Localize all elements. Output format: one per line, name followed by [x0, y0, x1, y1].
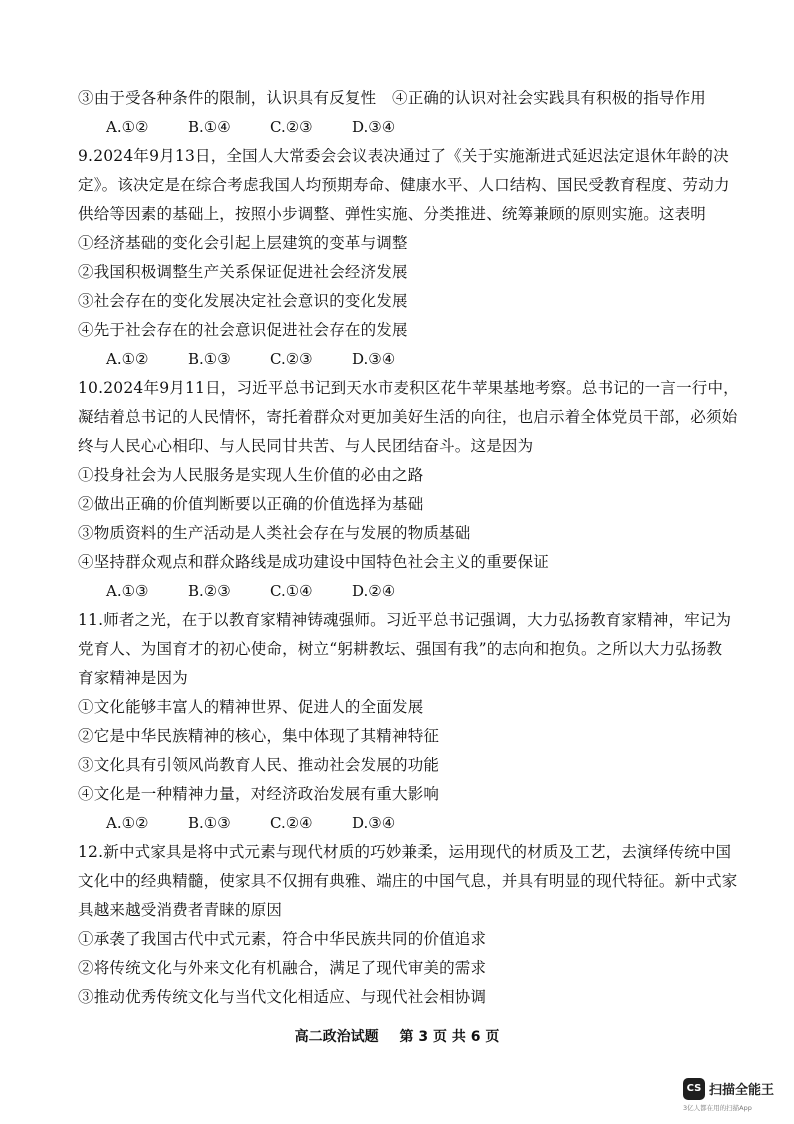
option-d: D.②④ — [352, 582, 396, 600]
question-10-item-4: ④坚持群众观点和群众路线是成功建设中国特色社会主义的重要保证 — [78, 553, 550, 571]
option-d: D.③④ — [352, 118, 396, 136]
question-9-item-1: ①经济基础的变化会引起上层建筑的变革与调整 — [78, 234, 408, 252]
question-11-item-4: ④文化是一种精神力量，对经济政治发展有重大影响 — [78, 785, 440, 803]
option-b: B.①③ — [188, 814, 231, 832]
option-c: C.①④ — [270, 582, 313, 600]
question-12-stem: 具越来越受消费者青睐的原因 — [78, 901, 283, 919]
option-a: A.①② — [106, 118, 149, 136]
question-11-item-3: ③文化具有引领风尚教育人民、推动社会发展的功能 — [78, 756, 440, 774]
footer-subject: 高二政治试题 — [294, 1029, 379, 1045]
question-11-stem: 育家精神是因为 — [78, 669, 188, 687]
question-12-stem: 文化中的经典精髓，使家具不仅拥有典雅、端庄的中国气息，并具有明显的现代特征。新中式家 — [78, 872, 738, 890]
scanner-app-name: 扫描全能王 — [709, 1083, 775, 1098]
question-9-stem: 9.2024年9月13日，全国人大常委会会议表决通过了《关于实施渐进式延迟法定退休年龄的决 — [78, 147, 729, 165]
option-c: C.②③ — [270, 118, 313, 136]
footer-page-number: 第 3 页 共 6 页 — [399, 1029, 500, 1045]
question-9-stem: 定》。该决定是在综合考虑我国人均预期寿命、健康水平、人口结构、国民受教育程度、劳动力 — [78, 176, 730, 194]
option-b: B.①③ — [188, 350, 231, 368]
scanner-tagline: 3亿人都在用的扫描App — [683, 1104, 752, 1112]
option-c: C.②④ — [270, 814, 313, 832]
question-11-stem: 11.师者之光，在于以教育家精神铸魂强师。习近平总书记强调，大力弘扬教育家精神，牢记为 — [78, 611, 732, 629]
answer-options-q9 — [106, 349, 434, 369]
question-9-stem: 供给等因素的基础上，按照小步调整、弹性实施、分类推进、统筹兼顾的原则实施。这表明 — [78, 205, 707, 223]
camscanner-logo-icon: CS — [683, 1078, 705, 1100]
question-9-item-2: ②我国积极调整生产关系保证促进社会经济发展 — [78, 263, 408, 281]
question-9-item-3: ③社会存在的变化发展决定社会意识的变化发展 — [78, 292, 408, 310]
scanner-watermark — [683, 1078, 783, 1118]
question-9-item-4: ④先于社会存在的社会意识促进社会存在的发展 — [78, 321, 408, 339]
question-12-item-3: ③推动优秀传统文化与当代文化相适应、与现代社会相协调 — [78, 988, 487, 1006]
answer-options-q11 — [106, 813, 434, 833]
option-a: A.①③ — [106, 582, 149, 600]
question-10-stem: 终与人民心心相印、与人民同甘共苦、与人民团结奋斗。这是因为 — [78, 437, 534, 455]
question-10-item-3: ③物质资料的生产活动是人类社会存在与发展的物质基础 — [78, 524, 471, 542]
option-a: A.①② — [106, 350, 149, 368]
answer-options-q10 — [106, 581, 434, 601]
answer-options-q8 — [106, 117, 434, 137]
option-d: D.③④ — [352, 814, 396, 832]
page-footer — [0, 1028, 794, 1046]
question-12-item-2: ②将传统文化与外来文化有机融合，满足了现代审美的需求 — [78, 959, 487, 977]
question-12-item-1: ①承袭了我国古代中式元素，符合中华民族共同的价值追求 — [78, 930, 487, 948]
question-12-stem: 12.新中式家具是将中式元素与现代材质的巧妙兼柔，运用现代的材质及工艺，去演绎传统中国 — [78, 843, 732, 861]
option-b: B.①④ — [188, 118, 231, 136]
question-10-stem: 10.2024年9月11日，习近平总书记到天水市麦积区花牛苹果基地考察。总书记的一言一行中， — [78, 379, 739, 397]
text-line: ③由于受各种条件的限制，认识具有反复性 ④正确的认识对社会实践具有积极的指导作用 — [78, 89, 707, 107]
question-11-stem: 党育人、为国育才的初心使命，树立“躬耕教坛、强国有我”的志向和抱负。之所以大力弘扬教 — [78, 640, 723, 658]
question-10-stem: 凝结着总书记的人民情怀，寄托着群众对更加美好生活的向往，也启示着全体党员干部，必须始 — [78, 408, 738, 426]
option-c: C.②③ — [270, 350, 313, 368]
question-10-item-1: ①投身社会为人民服务是实现人生价值的必由之路 — [78, 466, 424, 484]
question-11-item-2: ②它是中华民族精神的核心，集中体现了其精神特征 — [78, 727, 440, 745]
question-10-item-2: ②做出正确的价值判断要以正确的价值选择为基础 — [78, 495, 424, 513]
option-a: A.①② — [106, 814, 149, 832]
option-b: B.②③ — [188, 582, 231, 600]
question-11-item-1: ①文化能够丰富人的精神世界、促进人的全面发展 — [78, 698, 424, 716]
option-d: D.③④ — [352, 350, 396, 368]
